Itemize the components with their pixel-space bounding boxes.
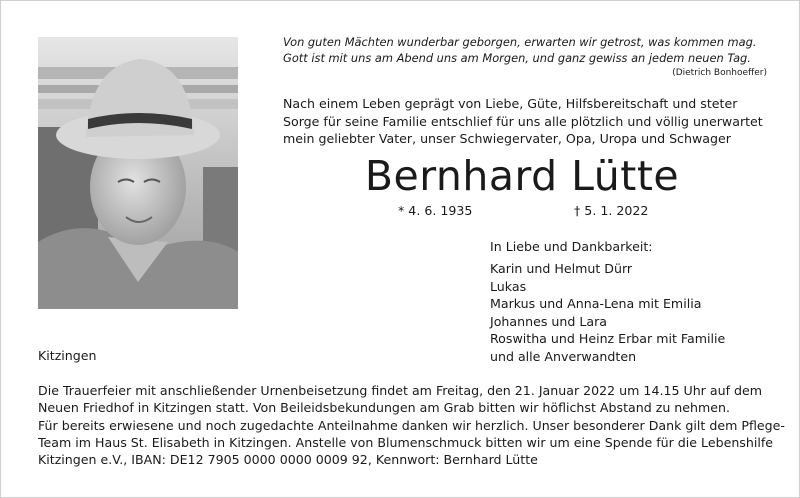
place-name: Kitzingen	[38, 348, 97, 363]
mourner-item: Johannes und Lara	[490, 313, 607, 329]
notice-line-5: Kitzingen e.V., IBAN: DE12 7905 0000 0000 0009 92, Kennwort: Bernhard Lütte	[38, 452, 538, 468]
mourners-list	[490, 260, 725, 366]
funeral-notice	[38, 382, 785, 468]
mourner-item: Karin und Helmut Dürr	[490, 261, 633, 276]
intro-line-1: Nach einem Leben geprägt von Liebe, Güte, Hilfsbereitschaft und steter	[283, 96, 738, 111]
deceased-name: Bernhard Lütte	[364, 152, 680, 200]
intro-line-3: mein geliebter Vater, unser Schwiegervater, Opa, Uropa und Schwager	[283, 131, 731, 146]
notice-line-4: Team im Haus St. Elisabeth in Kitzingen. Anstelle von Blumenschmuck bitten wir um eine Spende für die Lebenshilfe	[38, 434, 774, 450]
intro-line-2: Sorge für seine Familie entschlief für uns alle plötzlich und völlig unerwartet	[283, 113, 763, 129]
birth-date: * 4. 6. 1935	[398, 203, 473, 218]
notice-line-2: Neuen Friedhof in Kitzingen statt. Von Beileidsbekundungen am Grab bitten wir höflichst Abstand zu nehmen.	[38, 400, 731, 416]
quote-line-2: Gott ist mit uns am Abend uns am Morgen, und ganz gewiss an jedem neuen Tag.	[283, 50, 751, 65]
portrait-photo	[38, 37, 238, 309]
quote-line-1: Von guten Mächten wunderbar geborgen, erwarten wir getrost, was kommen mag.	[283, 35, 757, 49]
mourner-item: und alle Anverwandten	[490, 348, 637, 364]
notice-line-1: Die Trauerfeier mit anschließender Urnenbeisetzung findet am Freitag, den 21. Januar 2022 um 14.15 Uhr auf dem	[38, 383, 763, 398]
intro-text	[283, 95, 783, 148]
closing-phrase: In Liebe und Dankbarkeit:	[490, 239, 653, 254]
notice-line-3: Für bereits erwiesene und noch zugedachte Anteilnahme danken wir herzlich. Unser besonderer Dank gilt dem Pflege-	[38, 417, 785, 433]
bible-quote	[283, 35, 767, 66]
mourner-item: Roswitha und Heinz Erbar mit Familie	[490, 331, 726, 347]
mourner-item: Markus und Anna-Lena mit Emilia	[490, 296, 702, 312]
quote-author: (Dietrich Bonhoeffer)	[672, 68, 767, 78]
death-date: † 5. 1. 2022	[574, 203, 649, 218]
mourner-item: Lukas	[490, 278, 527, 294]
